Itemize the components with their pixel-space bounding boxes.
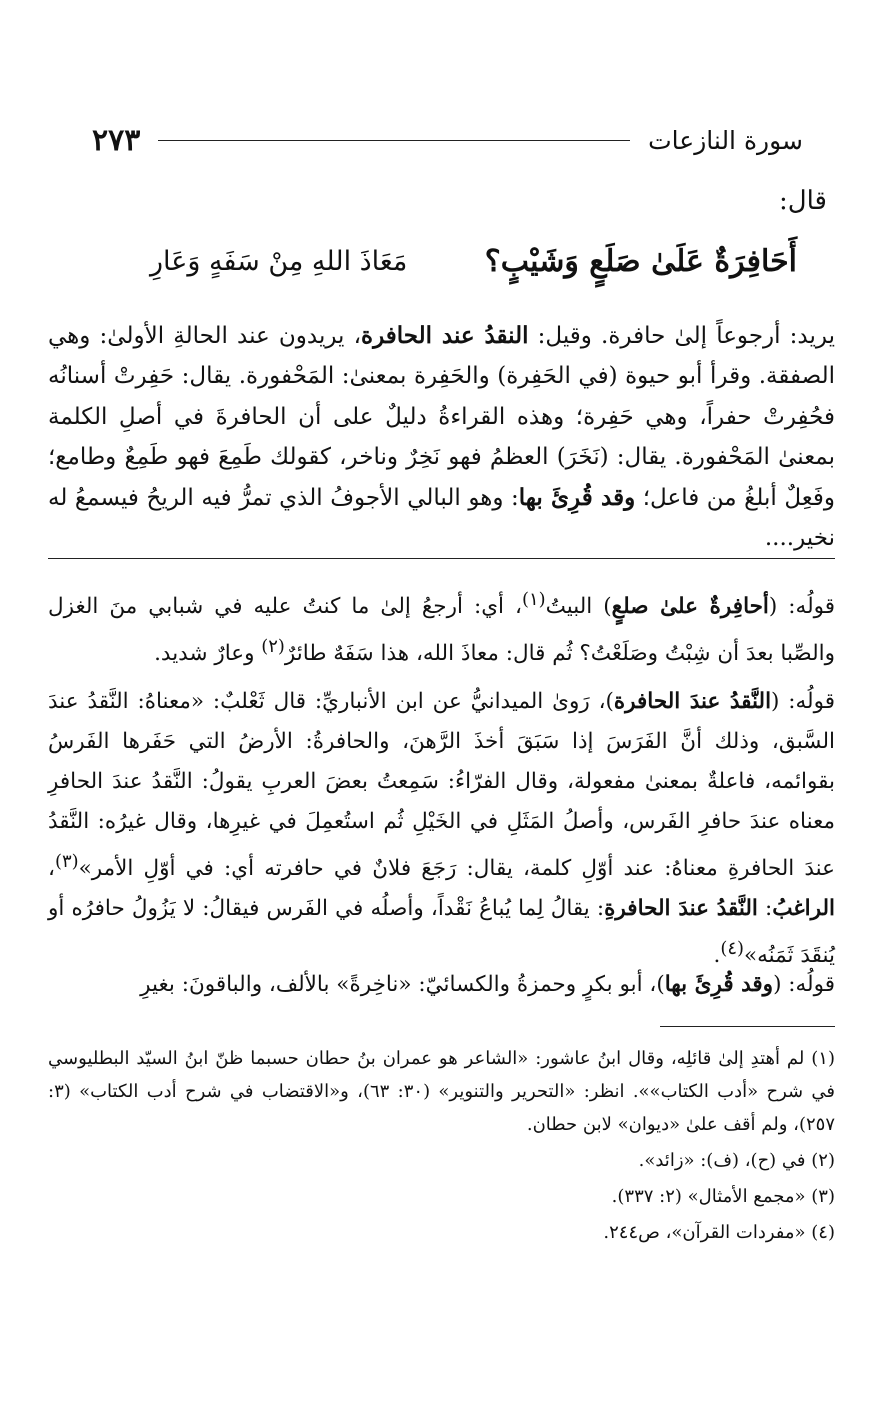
commentary-paragraph-2 [48,682,835,976]
commentary-text: . [713,943,721,969]
text-divider [48,558,835,559]
commentary-paragraph-1 [48,580,835,674]
surah-title: سورة النازعات [648,125,803,155]
matn-bold-term: النقدُ عند الحافرة [361,322,529,349]
header-rule [158,140,630,141]
page-header [92,120,803,160]
commentary-text: ، [48,856,55,882]
commentary-text: ) البيتُ [545,594,612,620]
footnote-1: (١) لم أهتدِ إلىٰ قائلِه، وقال ابنُ عاشور: «الشاعر هو عمران بنُ حطان حسبما ظنّ ابنُ السيّد البطليوسي في شرح «أدب الكتاب»». انظر: «التحرير والتنوير» (٣٠: ٦٣)، و«الاقتضاب في شرح أدب الكتاب» (٣: ٢٥٧)، ولم أقف علىٰ «ديوان» لابن حطان. [48,1048,835,1135]
footnotes [48,1042,835,1252]
commentary-text: )، رَوىٰ الميدانيُّ عن ابن الأنباريِّ: قال ثَعْلبٌ: «معناهُ: النَّقدُ عندَ السَّبق، وذلك أنَّ الفَرَسَ إذا سَبَقَ أخذَ الرَّهنَ، والحافرةُ: الأرضُ التي حَفَرها الفَرسُ بقوائمه، فاعلةٌ بمعنىٰ مفعولة، وقال الفرّاءُ: سَمِعتُ بعضَ العربِ يقولُ: النَّقدُ عندَ الحافرِ معناه عندَ حافرِ الفَرس، وأصلُ المَثَلِ في الخَيْلِ ثُم استُعمِلَ في غيرِها، وقال غيرُه: النَّقدُ عندَ الحافرةِ معناهُ: عند أوّلِ كلمة، يقال: رَجَعَ فلانٌ في حافرته أي: في أوّلِ الأمر» [48,689,835,882]
commentary-bold-term: النَّقدُ عندَ الحافرةِ [604,896,758,922]
poetry-verse [150,236,797,286]
verse-intro: قال: [778,186,827,216]
commentary-text: )، أبو بكرٍ وحمزةُ والكسائيّ: «ناخِرةً» بالألف، والباقونَ: بغيرِ [140,972,665,997]
commentary-text: قولُه: ( [768,594,836,620]
matn-bold-term: وقد قُرِئَ بها [518,483,636,511]
commentary-text: : [757,896,773,922]
main-text [48,316,835,558]
footnote-4: (٤) «مفردات القرآن»، ص٢٤٤. [603,1222,835,1243]
commentary-text: قولُه: ( [771,689,835,714]
footnote-divider [660,1026,835,1027]
matn-text: يريد: أرجوعاً إلىٰ حافرة. وقيل: [528,323,835,349]
commentary-bold-term: الراغبُ [772,896,836,922]
verse-hemistich-2: مَعَاذَ اللهِ مِنْ سَفَهٍ وَعَارِ [150,245,408,277]
commentary-text: : يقالُ لِما يُباعُ نَقْداً، وأصلُه في الفَرس فيقالُ: لا يَزُولُ حافرُه أو يُنقَدَ ثَمَنُه» [48,896,835,969]
commentary-text: وعارٌ شديد. [154,641,262,667]
matn-text: : وهو البالي الأجوفُ الذي تمرُّ فيه الريحُ فيسمعُ له نخير.... [48,484,835,552]
verse-hemistich-1: أَحَافِرَةٌ عَلَىٰ صَلَعٍ وَشَيْبٍ؟ [484,243,797,279]
footnote-3: (٣) «مجمع الأمثال» (٢: ٣٣٧). [611,1186,835,1207]
footnote-ref[interactable]: (١) [521,589,546,610]
commentary-text: قولُه: ( [773,972,835,997]
footnote-2: (٢) في (ح)، (ف): «زائد». [638,1150,835,1171]
page-number: ٢٧٣ [92,122,141,158]
footnote-ref[interactable]: (٢) [261,636,285,658]
commentary-bold-term: النَّقدُ عندَ الحافرة [613,689,772,714]
commentary-paragraph-3 [48,965,835,1005]
footnote-ref[interactable]: (٣) [54,851,79,872]
commentary-bold-term: وقد قُرِئَ بها [664,972,774,997]
footnote-ref[interactable]: (٤) [720,938,744,960]
commentary-text: ، أي: أرجعُ إلىٰ ما كنتُ عليه في شبابي منَ الغزل والصِّبا بعدَ أن شِبْتُ وصَلَعْتُ؟ ثُم قال: معاذَ الله، هذا سَفَهٌ طائرٌ [48,594,835,667]
matn-text: ، يريدون عند الحالةِ الأولىٰ: وهي الصفقة. وقرأ أبو حيوة (في الحَفِرة) والحَفِرة بمعنىٰ: المَحْفورة. يقال: حَفِرتْ أسنانُه فحُفِرتْ حفراً، وهي حَفِرة؛ وهذه القراءةُ دليلٌ على أن الحافرةَ في أصلِ الكلمة بمعنىٰ المَحْفورة. يقال: (نَخَرَ) العظمُ فهو نَخِرٌ وناخر، كقولك طَمِعَ فهو طَمِعٌ وطامع؛ وفَعِلٌ أبلغُ من فاعل؛ [48,323,835,511]
commentary-bold-term: أحافِرةٌ علىٰ صلعٍ [611,594,769,620]
